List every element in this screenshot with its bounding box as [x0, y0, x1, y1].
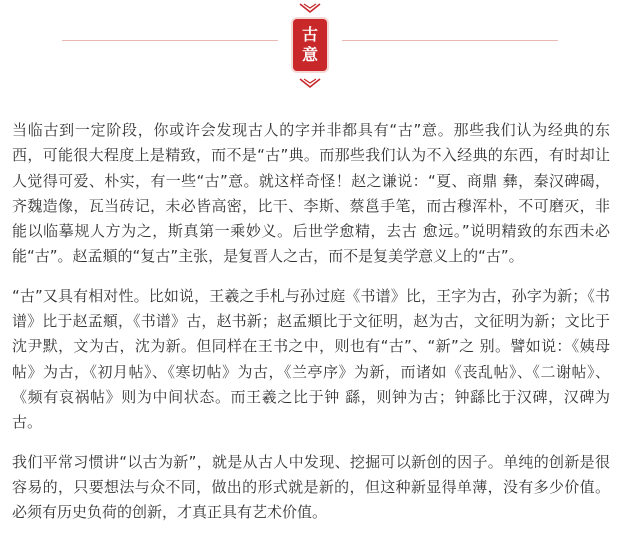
paragraph-1: 当临古到一定阶段，你或许会发现古人的字并非都具有“古”意。那些我们认为经典的东西，可能很大程度上是精致，而不是“古”典。而那些我们认为不入经典的东西，有时却让人觉得可爱、朴实，有一些“古”意。就这样奇怪！赵之谦说：“夏、商鼎 彝，秦汉碑碣，齐魏造像，瓦当砖记，未必皆高密，比干、李斯、蔡邕手笔，而古穆浑朴，不可磨灭，非能以临摹规人方为之，斯真第一乘妙义。后世学愈精，去古 愈远。”说明精致的东西未必能“古”。赵孟頫的“复古”主张，是复晋人之古，而不是复美学意义上的“古”。 — [12, 121, 610, 266]
paragraph-2: “古”又具有相对性。比如说，王羲之手札与孙过庭《书谱》比，王字为古，孙字为新；《书谱》比于赵孟頫，《书谱》古，赵书新；赵孟頫比于文征明，赵为古，文征明为新；文比于沈尹默，文为古，沈为新。但同样在王书之中，则也有“古”、“新”之 别。譬如说：《姨母帖》为古，《初月帖》、《寒切帖》为古，《兰亭序》为新，而诸如《丧乱帖》、《二谢帖》、《频有哀祸帖》则为中间状态。而王羲之比于钟 繇，则钟为古；钟繇比于汉碑，汉碑为古。 — [12, 286, 610, 432]
title-char-2: 意 — [301, 45, 318, 64]
chevron-down-icon — [298, 2, 322, 16]
chevron-down-icon — [298, 77, 322, 91]
divider-left — [62, 40, 278, 41]
title-char-1: 古 — [301, 25, 318, 44]
section-header — [0, 0, 620, 95]
title-badge — [293, 19, 327, 71]
article-body — [12, 118, 610, 539]
paragraph-3: 我们平常习惯讲“以古为新”，就是从古人中发现、挖掘可以新创的因子。单纯的创新是很容易的，只要想法与众不同，做出的形式就是新的，但这种新显得单薄，没有多少价值。必须有历史负荷的创新，才真正具有艺术价值。 — [12, 452, 610, 522]
divider-right — [342, 40, 558, 41]
